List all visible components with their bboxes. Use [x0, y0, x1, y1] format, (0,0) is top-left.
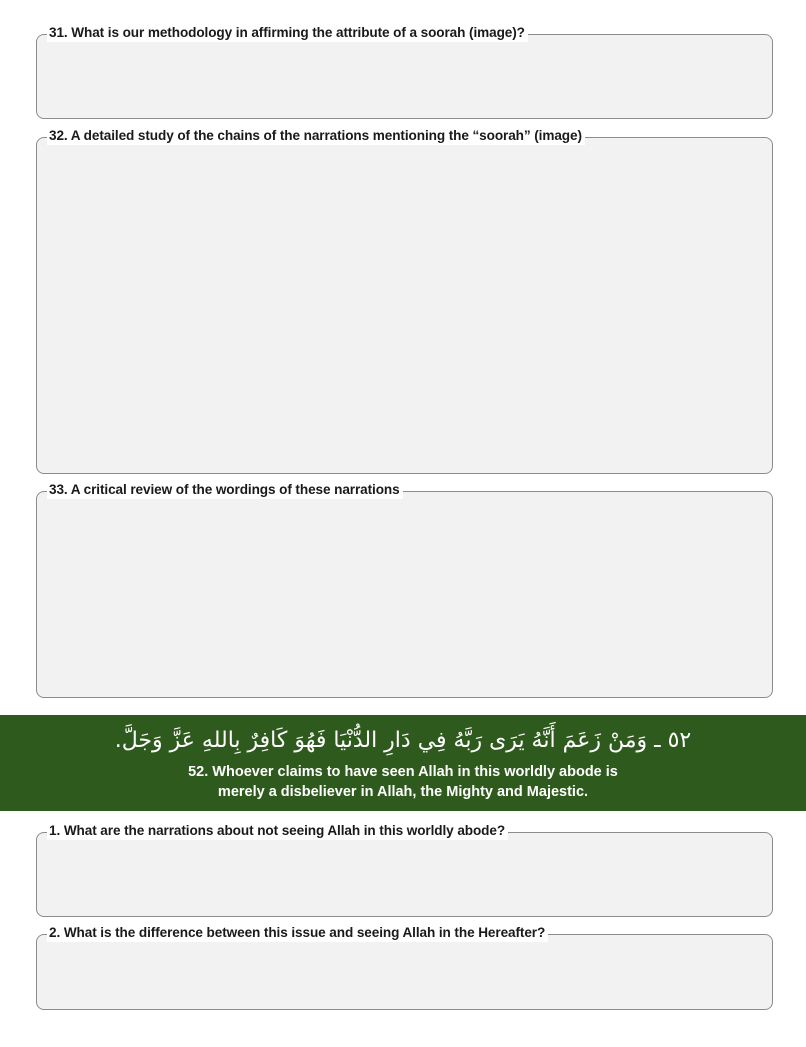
- english-heading: [0, 762, 806, 802]
- english-heading-line-1: 52. Whoever claims to have seen Allah in this worldly abode is: [188, 764, 618, 780]
- answer-box-1[interactable]: [36, 823, 773, 917]
- question-label-1: 1. What are the narrations about not seeing Allah in this worldly abode?: [47, 822, 508, 840]
- section-banner: [0, 715, 806, 811]
- answer-box-2[interactable]: [36, 925, 773, 1010]
- question-label-33: 33. A critical review of the wordings of these narrations: [47, 481, 403, 499]
- question-label-31: 31. What is our methodology in affirming the attribute of a soorah (image)?: [47, 24, 528, 42]
- arabic-heading: ٥٢ ـ وَمَنْ زَعَمَ أَنَّهُ يَرَى رَبَّهُ فِي دَارِ الدُّنْيَا فَهُوَ كَافِرٌ بِاللهِ عَزَّ وَجَلَّ.: [114, 728, 692, 753]
- question-label-32: 32. A detailed study of the chains of the narrations mentioning the “soorah” (image): [47, 127, 585, 145]
- answer-box-33[interactable]: [36, 482, 773, 698]
- answer-box-31[interactable]: [36, 25, 773, 119]
- answer-box-32[interactable]: [36, 128, 773, 474]
- question-label-2: 2. What is the difference between this issue and seeing Allah in the Hereafter?: [47, 924, 548, 942]
- english-heading-line-2: merely a disbeliever in Allah, the Mighty and Majestic.: [217, 784, 589, 800]
